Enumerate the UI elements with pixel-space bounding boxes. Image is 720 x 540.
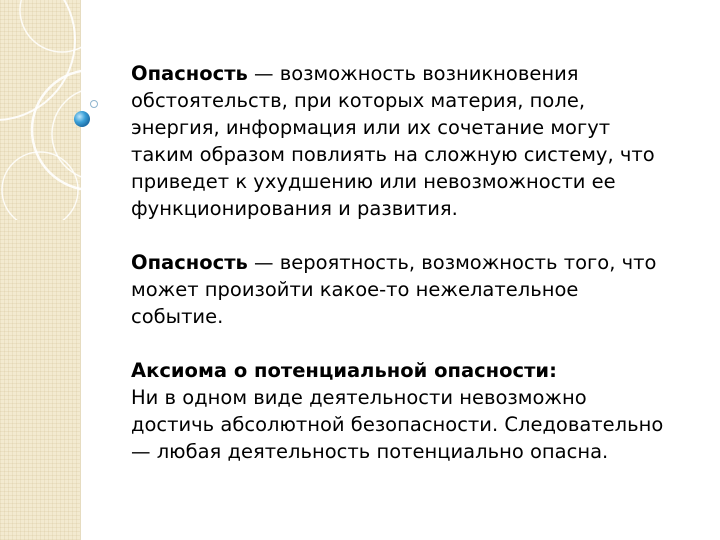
circle-ornament-icon xyxy=(0,0,140,220)
definition-text: — вероятность, возможность того, что может произойти какое-то нежелательное событие. xyxy=(131,251,657,328)
slide-content xyxy=(131,60,671,465)
definition-text: — возможность возникновения обстоятельств, при которых материя, поле, энергия, информация или их сочетание могут таким образом повлиять на сложную систему, что приведет к ухудшению или невозможности ее функционирования и развития. xyxy=(131,62,655,220)
definition-term: Опасность xyxy=(131,62,248,85)
axiom-paragraph xyxy=(131,357,671,465)
definition-term: Опасность xyxy=(131,251,248,274)
axiom-title: Аксиома о потенциальной опасности: xyxy=(131,359,557,382)
axiom-text: Ни в одном виде деятельности невозможно достичь абсолютной безопасности. Следовательно — любая деятельность потенциально опасна. xyxy=(131,386,664,463)
definition-paragraph-1 xyxy=(131,60,671,222)
definition-paragraph-2 xyxy=(131,249,671,330)
